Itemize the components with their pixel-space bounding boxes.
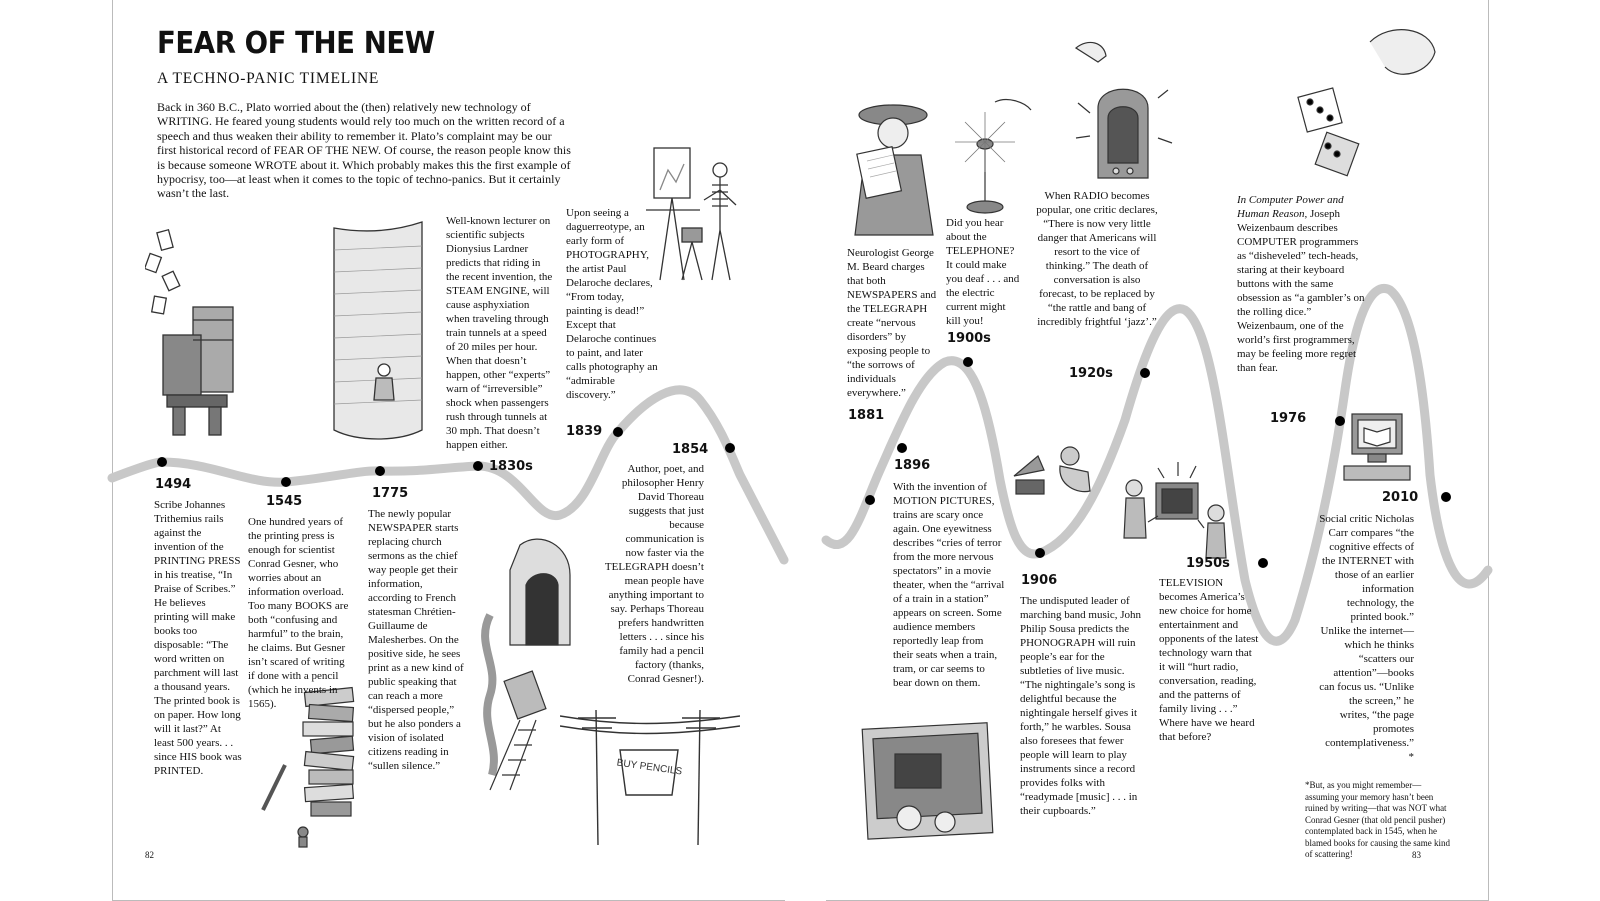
television-illustration	[1118, 458, 1233, 563]
dot-1545	[281, 477, 291, 487]
entry-1950s-text: TELEVISION becomes America’s new choice for home entertainment and opponents of the latest technology warn that it will “hurt radio, conversation, reading, and the patterns of family living . . .” Where have we heard that before?	[1159, 577, 1259, 743]
entry-1839-text: Upon seeing a daguerreotype, an early form of PHOTOGRAPHY, the artist Paul Delaroche declares, “From today, painting is dead!” Except that Delaroche continues to paint, and later calls photography an “admirable discovery.”	[566, 207, 658, 401]
intro-paragraph: Back in 360 B.C., Plato worried about the (then) relatively new technology of WRITING. He feared young students would rely too much on the written record of a speech and thus weaken their ability to remember it. Plato’s complaint may be our first historical record of FEAR OF THE NEW. Of course, the reason people know this is because someone WROTE about it. Which probably makes this the first example of hypocrisy, too—at least when it comes to the topic of techno-panics. But it certainly wasn’t the last.	[157, 100, 571, 201]
year-1881: 1881	[848, 408, 885, 423]
dot-1900s	[963, 357, 973, 367]
book-tower-illustration	[328, 220, 428, 445]
year-1545: 1545	[266, 494, 303, 509]
dot-1896	[897, 443, 907, 453]
page-title: FEAR OF THE NEW	[157, 26, 435, 61]
entry-1976-body: Joseph Weizenbaum describes COMPUTER programmers as “disheveled” tech-heads, staring at their keyboard buttons with the same obsession as “a gambler’s on the rolling dice.” Weizenbaum, one of the world’s first programmers, may be feeling more regret than fear.	[1237, 208, 1365, 374]
year-1900s: 1900s	[947, 331, 991, 346]
entry-2010-text: Social critic Nicholas Carr compares “the cognitive effects of the INTERNET with those of an earlier information technology, the printed book.” Unlike the internet—which he thinks “scatters our attention”—books can focus us. “Unlike the screen,” he writes, “the page promotes contemplativeness.” *	[1319, 513, 1414, 763]
year-1976: 1976	[1270, 411, 1307, 426]
page-subtitle: A TECHNO-PANIC TIMELINE	[157, 70, 380, 87]
dot-1775	[375, 466, 385, 476]
dot-1906	[1035, 548, 1045, 558]
telephone-illustration	[945, 92, 1035, 222]
entry-1906-text: The undisputed leader of marching band music, John Philip Sousa predicts the PHONOGRAPH will ruin people’s ear for the subtleties of live music. “The nightingale’s song is delightful because the nightingale herself gives it forth,” he warbles. Sousa also foresees that fewer people will learn to play instruments since a record provides folks with “readymade [music] . . . in their cupboards.”	[1020, 595, 1141, 817]
hand-dice-illustration	[1280, 12, 1440, 192]
newspaper-woman-illustration	[843, 95, 943, 240]
phonograph-dog-illustration	[1008, 436, 1098, 501]
entry-1920s-text: When RADIO becomes popular, one critic declares, “There is now very little danger that Americans will resort to the vice of thinking.” The death of conversation is also forecast, to be replaced by “the rattle and bang of incredibly frightful ‘jazz’.”	[1036, 190, 1158, 328]
entry-1545-text: One hundred years of the printing press is enough for scientist Conrad Gesner, who worries about an information overload. Too many BOOKS are both “confusing and harmful” to the brain, he claims. But Gesner isn’t scared of writing if done with a pencil (which he invents in 1565).	[248, 516, 349, 710]
footnote: *But, as you might remember—assuming your memory hasn’t been ruined by writing—that was NOT what Conrad Gesner (that old pencil pusher) contemplated back in 1545, when he blamed books for causing the same kind of scattering!	[1305, 780, 1450, 859]
entry-1854-text: Author, poet, and philosopher Henry David Thoreau suggests that just because communication is now faster via the TELEGRAPH doesn’t mean people have anything important to say. Perhaps Thoreau prefers handwritten letters . . . since his family had a pencil factory (thanks, Conrad Gesner!).	[604, 463, 704, 685]
entry-1900s-text: Did you hear about the TELEPHONE? It could make you deaf . . . and the electric current might kill you!	[946, 217, 1020, 327]
movie-theater-illustration	[855, 718, 995, 853]
year-1854: 1854	[672, 442, 709, 457]
year-1830s: 1830s	[489, 459, 533, 474]
year-1950s: 1950s	[1186, 556, 1230, 571]
page-number-left: 82	[145, 850, 154, 860]
year-2010: 2010	[1382, 490, 1419, 505]
entry-1775-text: The newly popular NEWSPAPER starts replacing church sermons as the chief way people get their information, according to French statesman Chrétien-Guillaume de Malesherbes. On the positive side, he sees print as a new kind of public speaking that can reach a more “dispersed people,” but he also ponders a vision of isolated citizens reading in “sullen silence.”	[368, 508, 464, 772]
entry-1896-text: With the invention of MOTION PICTURES, trains are scary once again. One eyewitness describes “cries of terror from the more nervous spectators” in a movie theater, when the “arrival of a train in a station” appears on screen. Some audience members reportedly leap from their seats when a train, tram, or car seems to bear down on them.	[893, 481, 1005, 689]
year-1896: 1896	[894, 458, 931, 473]
printing-press-illustration	[145, 225, 245, 440]
entry-1881-text: Neurologist George M. Beard charges that both NEWSPAPERS and the TELEGRAPH create “nervous disorders” by exposing people to “the sorrows of individuals everywhere.”	[847, 247, 937, 399]
dot-1839	[613, 427, 623, 437]
dot-1830s	[473, 461, 483, 471]
year-1906: 1906	[1021, 573, 1058, 588]
entry-1494-text: Scribe Johannes Trithemius rails against the invention of the PRINTING PRESS in his treatise, “In Praise of Scribes.” He believes printing will make books too disposable: “The word written on parchment will last a thousand years. The printed book is on paper. How long will it last?” At least 500 years. . . since HIS book was PRINTED.	[154, 499, 242, 777]
dot-2010	[1441, 492, 1451, 502]
dot-1950s	[1258, 558, 1268, 568]
telegraph-poles-illustration	[560, 700, 740, 850]
dot-1854	[725, 443, 735, 453]
radio-illustration	[1068, 28, 1178, 193]
entry-1830s-text: Well-known lecturer on scientific subjects Dionysius Lardner predicts that riding in the recent invention, the STEAM ENGINE, will cause asphyxiation when traveling through train tunnels at a speed of 20 miles per hour. When that doesn’t happen, other “experts” warn of “irreversible” shock when passengers rush through tunnels at 30 mph. That doesn’t happen either.	[446, 215, 553, 451]
year-1775: 1775	[372, 486, 409, 501]
dot-1920s	[1140, 368, 1150, 378]
dot-1494	[157, 457, 167, 467]
year-1839: 1839	[566, 424, 603, 439]
page-number-right: 83	[1412, 850, 1421, 860]
year-1494: 1494	[155, 477, 192, 492]
year-1920s: 1920s	[1069, 366, 1113, 381]
entry-1976-book-title: In Computer Power and Human Reason,	[1237, 194, 1344, 220]
buy-pencils-sign: BUY PENCILS	[615, 757, 683, 778]
computer-illustration	[1340, 408, 1415, 488]
entry-1976-text	[1237, 193, 1365, 375]
dot-1881	[865, 495, 875, 505]
